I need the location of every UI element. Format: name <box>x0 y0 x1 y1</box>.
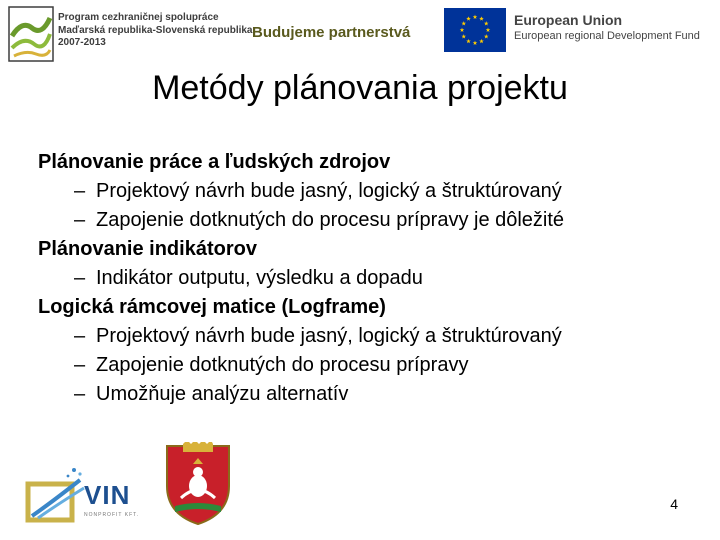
page-number: 4 <box>670 496 678 512</box>
bullet-marker: – <box>74 180 86 202</box>
bullet-item <box>38 351 708 380</box>
bullet-text: Projektový návrh bude jasný, logický a štruktúrovaný <box>96 180 562 202</box>
bullet-item <box>38 264 708 293</box>
bullet-marker: – <box>74 209 86 231</box>
program-line-3: 2007-2013 <box>58 37 106 48</box>
bullet-text: Indikátor outputu, výsledku a dopadu <box>96 267 423 289</box>
program-mark-icon <box>8 6 54 62</box>
section-indicator-planning <box>38 235 708 293</box>
program-line-1: Program cezhraničnej spolupráce <box>58 12 219 23</box>
section-heading: Plánovanie indikátorov <box>38 238 257 260</box>
bullet-text: Zapojenie dotknutých do procesu prípravy <box>96 354 469 376</box>
bullet-item <box>38 177 708 206</box>
partnership-slogan: Budujeme partnerstvá <box>252 24 411 41</box>
vin-logo-text: VIN <box>84 480 131 510</box>
section-heading: Logická rámcovej matice (Logframe) <box>38 296 386 318</box>
bullet-marker: – <box>74 325 86 347</box>
coat-of-arms-icon <box>163 442 233 526</box>
bullet-text: Projektový návrh bude jasný, logický a štruktúrovaný <box>96 325 562 347</box>
bullet-item <box>38 380 708 409</box>
program-text <box>58 12 253 50</box>
bullet-marker: – <box>74 354 86 376</box>
eu-text <box>514 12 700 43</box>
section-work-planning <box>38 148 708 235</box>
bullet-text: Zapojenie dotknutých do procesu prípravy je dôležité <box>96 209 565 231</box>
vin-logo-subtext: NONPROFIT KFT. <box>84 512 140 518</box>
bullet-marker: – <box>74 383 86 405</box>
slide-content <box>38 148 708 409</box>
eu-flag-icon <box>444 8 506 52</box>
bullet-marker: – <box>74 267 86 289</box>
slide-title: Metódy plánovania projektu <box>152 69 568 107</box>
eu-subtitle: European regional Development Fund <box>514 30 700 42</box>
bullet-item <box>38 322 708 351</box>
program-logo <box>8 6 253 64</box>
eu-title: European Union <box>514 12 623 28</box>
section-logframe <box>38 293 708 409</box>
bullet-text: Umožňuje analýzu alternatív <box>96 383 349 405</box>
bullet-item <box>38 206 708 235</box>
program-line-2: Maďarská republika-Slovenská republika <box>58 24 253 36</box>
section-heading: Plánovanie práce a ľudských zdrojov <box>38 151 391 173</box>
